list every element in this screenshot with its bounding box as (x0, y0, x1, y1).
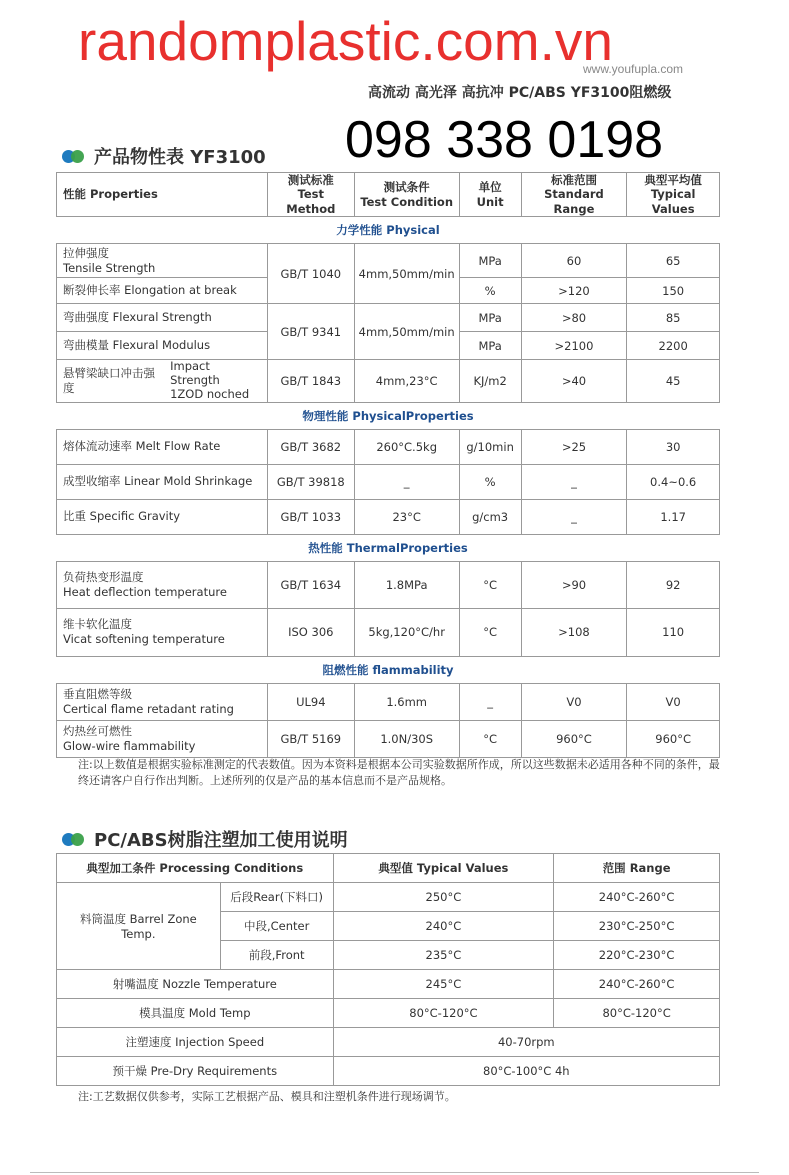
typical-cell: 92 (627, 561, 720, 608)
table-header-row (57, 854, 720, 883)
section1-title (62, 143, 266, 169)
phone-number: 098 338 0198 (345, 111, 664, 169)
unit-cell: °C (459, 720, 521, 757)
method-cell: ISO 306 (267, 608, 354, 656)
condition-cell: 预干燥 Pre-Dry Requirements (57, 1057, 334, 1086)
typical-cell: 30 (627, 429, 720, 464)
table-row (57, 499, 720, 534)
range-cell: 80°C-120°C (554, 999, 720, 1028)
table-row (57, 883, 720, 912)
range-cell: 230°C-250°C (554, 912, 720, 941)
prop-ul94: 垂直阻燃等级 Certical flame retadant rating (57, 683, 268, 720)
typical-cell: 65 (627, 244, 720, 278)
header-typical: 典型值 Typical Values (333, 854, 554, 883)
table-row (57, 1028, 720, 1057)
typical-cell: 245°C (333, 970, 554, 999)
prop-elongation: 断裂伸长率 Elongation at break (57, 278, 268, 304)
bullet-dots-icon (62, 831, 88, 847)
category-mechanical: 力学性能 Physical (57, 217, 720, 244)
typical-cell: 235°C (333, 941, 554, 970)
unit-cell: % (459, 464, 521, 499)
table-row (57, 561, 720, 608)
range-cell: 220°C-230°C (554, 941, 720, 970)
header-condition: 典型加工条件 Processing Conditions (57, 854, 334, 883)
condition-cell: 1.8MPa (354, 561, 459, 608)
range-cell: >80 (521, 304, 627, 332)
method-cell: GB/T 1033 (267, 499, 354, 534)
unit-cell: MPa (459, 332, 521, 360)
header-typical: 典型平均值 Typical Values (627, 173, 720, 217)
watermark: randomplastic.com.vn (78, 10, 613, 72)
condition-cell: 4mm,50mm/min (354, 304, 459, 360)
category-thermal: 热性能 ThermalProperties (57, 534, 720, 561)
method-cell: GB/T 1634 (267, 561, 354, 608)
table-row (57, 683, 720, 720)
method-cell: GB/T 5169 (267, 720, 354, 757)
category-row (57, 402, 720, 429)
method-cell: GB/T 3682 (267, 429, 354, 464)
category-physical: 物理性能 PhysicalProperties (57, 402, 720, 429)
typical-cell: 0.4~0.6 (627, 464, 720, 499)
bottom-divider (30, 1172, 759, 1173)
range-cell: 240°C-260°C (554, 970, 720, 999)
method-cell: GB/T 1040 (267, 244, 354, 304)
typical-cell: 1.17 (627, 499, 720, 534)
unit-cell: g/cm3 (459, 499, 521, 534)
value-cell: 40-70rpm (333, 1028, 719, 1057)
barrel-label: 料筒温度 Barrel Zone Temp. (57, 883, 221, 970)
unit-cell: °C (459, 608, 521, 656)
unit-cell: _ (459, 683, 521, 720)
typical-cell: 110 (627, 608, 720, 656)
header-method: 测试标准 Test Method (267, 173, 354, 217)
table-row (57, 999, 720, 1028)
range-cell: >40 (521, 360, 627, 402)
table-row (57, 244, 720, 278)
category-row (57, 534, 720, 561)
table-row (57, 970, 720, 999)
prop-vicat: 维卡软化温度 Vicat softening temperature (57, 608, 268, 656)
prop-glow-wire: 灼热丝可燃性 Glow-wire flammability (57, 720, 268, 757)
zone-cell: 中段,Center (220, 912, 333, 941)
typical-cell: 85 (627, 304, 720, 332)
method-cell: UL94 (267, 683, 354, 720)
typical-cell: 150 (627, 278, 720, 304)
section1-note: 注:以上数值是根据实验标准测定的代表数值。因为本资料是根据本公司实验数据所作成，所以这些数据未必适用各种不同的条件，最终还请客户自行作出判断。上述所列的仅是产品的基本信息而不是产品规格。 (78, 758, 720, 787)
unit-cell: MPa (459, 244, 521, 278)
value-cell: 80°C-100°C 4h (333, 1057, 719, 1086)
range-cell: V0 (521, 683, 627, 720)
range-cell: >90 (521, 561, 627, 608)
typical-cell: 960°C (627, 720, 720, 757)
prop-tensile: 拉伸强度 Tensile Strength (57, 244, 268, 278)
condition-cell: 注塑速度 Injection Speed (57, 1028, 334, 1057)
condition-cell: 5kg,120°C/hr (354, 608, 459, 656)
table-header-row (57, 173, 720, 217)
unit-cell: KJ/m2 (459, 360, 521, 402)
header-condition: 测试条件 Test Condition (354, 173, 459, 217)
unit-cell: g/10min (459, 429, 521, 464)
range-cell: 60 (521, 244, 627, 278)
table-row (57, 608, 720, 656)
range-cell: _ (521, 464, 627, 499)
section2-note: 注:工艺数据仅供参考，实际工艺根据产品、模具和注塑机条件进行现场调节。 (78, 1090, 456, 1103)
table-row (57, 720, 720, 757)
table-row (57, 304, 720, 332)
prop-hdt: 负荷热变形温度 Heat deflection temperature (57, 561, 268, 608)
typical-cell: 240°C (333, 912, 554, 941)
range-cell: >25 (521, 429, 627, 464)
typical-cell: 250°C (333, 883, 554, 912)
typical-cell: 45 (627, 360, 720, 402)
table-row (57, 1057, 720, 1086)
header-property: 性能 Properties (57, 173, 268, 217)
method-cell: GB/T 9341 (267, 304, 354, 360)
range-cell: >108 (521, 608, 627, 656)
category-row (57, 217, 720, 244)
header-range: 标准范围 Standard Range (521, 173, 627, 217)
method-cell: GB/T 1843 (267, 360, 354, 402)
range-cell: 960°C (521, 720, 627, 757)
table-row (57, 464, 720, 499)
section2-title (62, 826, 348, 852)
range-cell: _ (521, 499, 627, 534)
method-cell: GB/T 39818 (267, 464, 354, 499)
zone-cell: 后段Rear(下料口) (220, 883, 333, 912)
prop-flex-modulus: 弯曲模量 Flexural Modulus (57, 332, 268, 360)
typical-cell: V0 (627, 683, 720, 720)
typical-cell: 80°C-120°C (333, 999, 554, 1028)
typical-cell: 2200 (627, 332, 720, 360)
section2-title-text: PC/ABS树脂注塑加工使用说明 (94, 830, 348, 851)
unit-cell: % (459, 278, 521, 304)
range-cell: 240°C-260°C (554, 883, 720, 912)
site-url: www.youfupla.com (583, 62, 684, 76)
condition-cell: 4mm,50mm/min (354, 244, 459, 304)
processing-table (56, 853, 720, 1086)
condition-cell: 260°C.5kg (354, 429, 459, 464)
condition-cell: 4mm,23°C (354, 360, 459, 402)
prop-gravity: 比重 Specific Gravity (57, 499, 268, 534)
condition-cell: 模具温度 Mold Temp (57, 999, 334, 1028)
table-row (57, 360, 720, 402)
category-row (57, 656, 720, 683)
condition-cell: 23°C (354, 499, 459, 534)
category-flammability: 阻燃性能 flammability (57, 656, 720, 683)
condition-cell: 射嘴温度 Nozzle Temperature (57, 970, 334, 999)
range-cell: >120 (521, 278, 627, 304)
product-subtitle: 高流动 高光泽 高抗冲 PC/ABS YF3100阻燃级 (368, 85, 672, 101)
table-row (57, 429, 720, 464)
condition-cell: 1.0N/30S (354, 720, 459, 757)
unit-cell: MPa (459, 304, 521, 332)
prop-impact: 悬臂梁缺口冲击强度 Impact Strength 1ZOD noched (57, 360, 268, 402)
condition-cell: 1.6mm (354, 683, 459, 720)
header-range: 范围 Range (554, 854, 720, 883)
unit-cell: °C (459, 561, 521, 608)
prop-shrinkage: 成型收缩率 Linear Mold Shrinkage (57, 464, 268, 499)
bullet-dots-icon (62, 148, 88, 164)
prop-flex-strength: 弯曲强度 Flexural Strength (57, 304, 268, 332)
zone-cell: 前段,Front (220, 941, 333, 970)
condition-cell: _ (354, 464, 459, 499)
properties-table (56, 172, 720, 758)
prop-mfr: 熔体流动速率 Melt Flow Rate (57, 429, 268, 464)
section1-title-text: 产品物性表 YF3100 (94, 147, 266, 168)
range-cell: >2100 (521, 332, 627, 360)
header-unit: 单位 Unit (459, 173, 521, 217)
